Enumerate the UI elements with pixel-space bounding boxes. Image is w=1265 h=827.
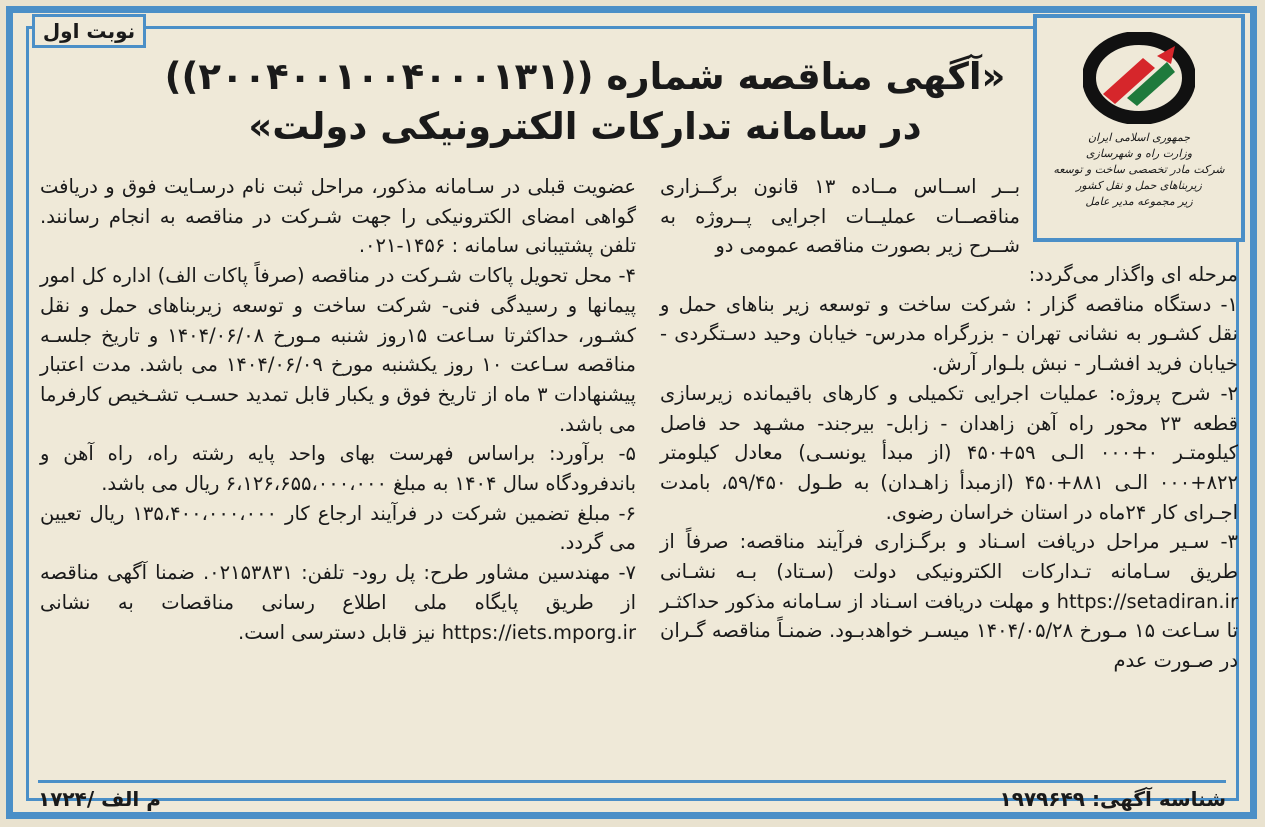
clause-5: ۵- برآورد: براساس فهرست بهای واحد پایه رشته راه، راه آهن و باندفرودگاه سال ۱۴۰۴ به مبلغ ۶،۱۲۶،۶۵۵،۰۰۰،۰۰۰ ریال می باشد. [40,442,636,496]
logo-line: جمهوری اسلامی ایران [1087,131,1191,144]
round-tag: نوبت اول [32,14,146,48]
clause-7: ۷- مهندسین مشاور طرح: پل رود- تلفن: ۰۲۱۵۳۸۳۱. ضمنا آگهی مناقصه از طریق پایگاه ملی اطلاع رسانی مناقصات به نشانی https://iets.mporg.ir نیز قابل دسترسی است. [40,561,636,644]
left-column [40,172,636,647]
clause-3: ۳- سـیر مراحل دریافت اسـناد و برگـزاری فرآیند مناقصه: صرفاً از طریق سـامانه تـدارکات الکترونیکی دولت (سـتاد) بـه نشـانی https://setadiran.ir و مهلت دریافت اسـناد از سـامانه مذکور حداکثـر تا سـاعت ۱۵ مـورخ ۱۴۰۴/۰۵/۲۸ میسـر خواهدبـود. ضمنـاً مناقصه گـران در صـورت عدم [660,530,1239,673]
ministry-logo-icon [1083,32,1195,124]
right-column-top [660,172,1020,261]
clause-2: ۲- شرح پروژه: عملیات اجرایی تکمیلی و کارهای باقیمانده زیرسازی قطعه ۲۳ محور راه آهن زاهدان - زابل- بیرجند- مشـهد حد فاصل کیلومتـر ۰+۰۰۰ الـی ۵۹+۴۵۰ (از مبدأ یونسـی) معادل کیلومتر ۸۲۲+۰۰۰ الـی ۸۸۱+۴۵۰ (ازمبدأ زاهـدان) به طـول ۵۹/۴۵۰، بامدت اجـرای کار ۲۴ماه در استان خراسان رضوی. [660,381,1238,524]
intro-text: بــر اســاس مــاده ۱۳ قانون برگــزاری مناقصــات عملیــات اجرایی پــروژه به شــرح زیر بصورت مناقصه عمومی دو [660,175,1020,258]
clause-intro: مرحله ای واگذار می‌گردد: [1028,263,1238,286]
right-column [660,260,1238,676]
logo-caption [1037,130,1241,210]
title-line-2: در سامانه تدارکات الکترونیکی دولت» [248,105,922,148]
logo-line: زیر مجموعه مدیر عامل [1085,195,1193,208]
logo-line: شرکت مادر تخصصی ساخت و توسعه زیربناهای حمل و نقل کشور [1053,163,1225,192]
logo-box [1033,14,1245,242]
logo-line: وزارت راه و شهرسازی [1085,147,1193,160]
ad-id: شناسه آگهی: ۱۹۷۹۶۴۹ [999,787,1226,811]
ad-footer [38,780,1226,819]
clause-6: ۶- مبلغ تضمین شرکت در فرآیند ارجاع کار ۱۳۵،۴۰۰،۰۰۰،۰۰۰ ریال تعیین می گردد. [40,501,636,555]
ad-code: م الف /۱۷۲۴ [38,787,161,811]
clause-4: ۴- محل تحویل پاکات شـرکت در مناقصه (صرفاً پاکات الف) اداره کل امور پیمانها و رسیدگی فنی- شرکت ساخت و توسعه زیربناهای حمل و نقل کشـور، حداکثرتا سـاعت ۱۵روز شنبه مـورخ ۱۴۰۴/۰۶/۰۸ و تاریخ جلسـه مناقصه سـاعت ۱۰ روز یکشنبه مورخ ۱۴۰۴/۰۶/۰۹ می باشد. مدت اعتبار پیشنهادات ۳ ماه از تاریخ فوق و یکبار قابل تمدید حسـب تشـخیص کارفرما می باشد. [40,264,637,436]
title-line-1: «آگهی مناقصه شماره ((۲۰۰۴۰۰۱۰۰۴۰۰۰۱۳۱)) [164,55,1006,98]
ad-title [150,52,1020,152]
clause-1: ۱- دستگاه مناقصه گزار : شرکت ساخت و توسعه زیر بناهای حمل و نقل کشـور به نشانی تهران - بزرگراه مدرس- خیابان وحید دسـتگردی - خیابان فرید افشـار - نبش بلـوار آرش. [660,292,1238,376]
clause-3-continued: عضویت قبلی در سـامانه مذکور، مراحل ثبت نام درسـایت فوق و دریافت گواهی امضای الکترونیکی را جهت شـرکت در مناقصه به انجام رسانند. تلفن پشتیبانی سامانه : ۱۴۵۶-۰۲۱. [40,175,636,258]
